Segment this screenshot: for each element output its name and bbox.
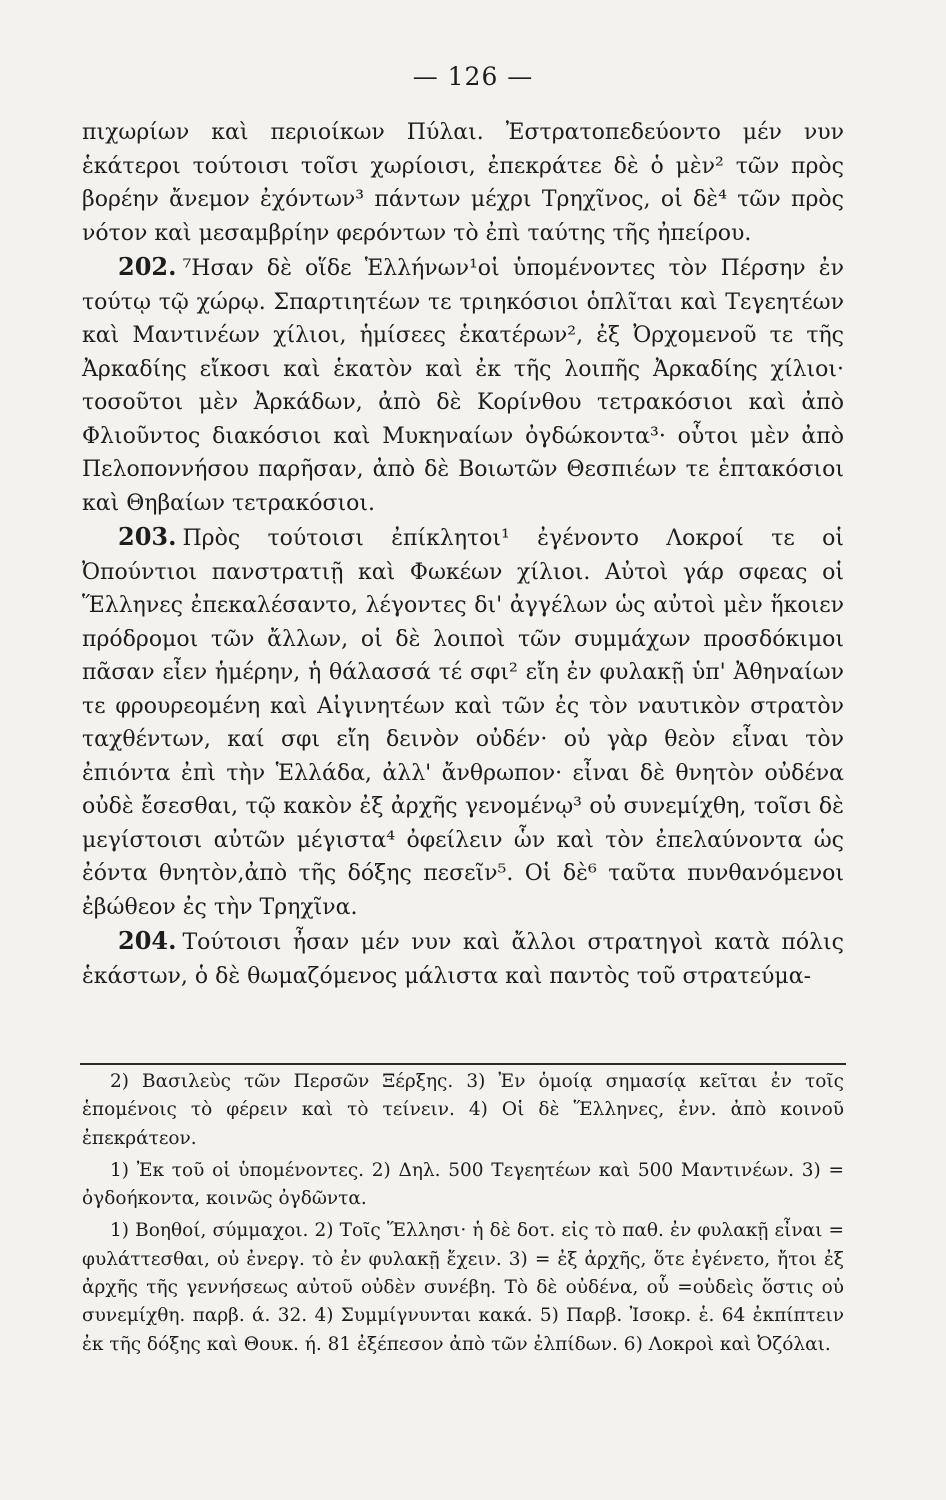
paragraph-text: ⁷Ησαν δὲ οἵδε Ἑλλήνων¹οἱ ὑπομένοντες τὸν Πέρσην ἐν τούτῳ τῷ χώρῳ. Σπαρτιητέων τε τριηκόσιοι ὁπλῖται καὶ Τεγεητέων καὶ Μαντινέων χίλιοι, ἡμίσεες ἑκατέρων², ἐξ Ὀρχομενοῦ τε τῆς Ἀρκαδίης εἴκοσι καὶ ἑκατὸν καὶ ἐκ τῆς λοιπῆς Ἀρκαδίης χίλιοι· τοσοῦτοι μὲν Ἀρκάδων, ἀπὸ δὲ Κορίνθου τετρακόσιοι καὶ ἀπὸ Φλιοῦντος διακόσιοι καὶ Μυκηναίων ὀγδώκοντα³· οὗτοι μὲν ἀπὸ Πελοποννήσου παρῆσαν, ἀπὸ δὲ Βοιωτῶν Θεσπιέων τε ἑπτακόσιοι καὶ Θηβαίων τετρακόσιοι. [82,256,844,516]
paragraph-203 [82,520,844,924]
paragraph-text: Πρὸς τούτοισι ἐπίκλητοι¹ ἐγένοντο Λοκροί τε οἱ Ὀπούντιοι πανστρατιῇ καὶ Φωκέων χίλιοι. Αὐτοὶ γάρ σφεας οἱ Ἕλληνες ἐπεκαλέσαντο, λέγοντες δι' ἀγγέλων ὡς αὐτοὶ μὲν ἥκοιεν πρόδρομοι τῶν ἄλλων, οἱ δὲ λοιποὶ τῶν συμμάχων προσδόκιμοι πᾶσαν εἶεν ἡμέρην, ἡ θάλασσά τέ σφι² εἴη ἐν φυλακῇ ὑπ' Ἀθηναίων τε φρουρεομένη καὶ Αἰγινητέων καὶ τῶν ἐς τὸν ναυτικὸν στρατὸν ταχθέντων, καί σφι εἴη δεινὸν οὐδέν· οὐ γὰρ θεὸν εἶναι τὸν ἐπιόντα ἐπὶ τὴν Ἑλλάδα, ἀλλ' ἄνθρωπον· εἶναι δὲ θνητὸν οὐδένα οὐδὲ ἔσεσθαι, τῷ κακὸν ἐξ ἀρχῆς γενομένῳ³ οὐ συνεμίχθη, τοῖσι δὲ μεγίστοισι αὐτῶν μέγιστα⁴ ὀφείλειν ὧν καὶ τὸν ἐπελαύνοντα ὡς ἐόντα θνητὸν,ἀπὸ τῆς δόξης πεσεῖν⁵. Οἱ δὲ⁶ ταῦτα πυνθανόμενοι ἐβώθεον ἐς τὴν Τρηχῖνα. [82,526,844,920]
footnote-group: 1) Βοηθοί, σύμμαχοι. 2) Τοῖς Ἕλλησι· ἡ δὲ δοτ. εἰς τὸ παθ. ἐν φυλακῇ εἶναι = φυλάττεσθαι, οὐ ἐνεργ. τὸ ἐν φυλακῇ ἔχειν. 3) = ἐξ ἀρχῆς, ὅτε ἐγένετο, ἤτοι ἐξ ἀρχῆς τῆς γεννήσεως αὐτοῦ οὐδὲν συνέβη. Τὸ δὲ οὐδένα, οὗ =οὐδεὶς ὅστις οὐ συνεμίχθη. παρβ. ά. 32. 4) Συμμίγνυνται κακά. 5) Παρβ. Ἰσοκρ. ἑ. 64 ἐκπίπτειν ἐκ τῆς δόξης καὶ Θουκ. ή. 81 ἐξέπεσον ἀπὸ τῶν ἐλπίδων. 6) Λοκροὶ καὶ Ὀζόλαι. [82,1220,844,1355]
section-number: 203. [118,522,177,551]
section-number: 202. [118,252,177,281]
main-text [82,116,844,993]
paragraph-text: πιχωρίων καὶ περιοίκων Πύλαι. Ἐστρατοπεδεύοντο μέν νυν ἑκάτεροι τούτοισι τοῖσι χωρίοισι, ἐπεκράτεε δὲ ὁ μὲν² τῶν πρὸς βορέην ἄνεμον ἐχόντων³ πάντων μέχρι Τρηχῖνος, οἱ δὲ⁴ τῶν πρὸς νότον καὶ μεσαμβρίην φερόντων τὸ ἐπὶ ταύτης τῆς ἠπείρου. [82,120,844,246]
footnote-group: 2) Βασιλεὺς τῶν Περσῶν Ξέρξης. 3) Ἐν ὁμοίᾳ σημασίᾳ κεῖται ἐν τοῖς ἑπομένοις τὸ φέρειν καὶ τὸ τείνειν. 4) Οἱ δὲ Ἕλληνες, ἐνν. ἀπὸ κοινοῦ ἐπεκράτεον. [82,1071,844,1149]
footnote-group: 1) Ἐκ τοῦ οἱ ὑπομένοντες. 2) Δηλ. 500 Τεγεητέων καὶ 500 Μαντινέων. 3) = ὀγδοήκοντα, κοινῶς ὀγδῶντα. [82,1159,844,1210]
footnote-divider [80,1063,846,1065]
footnotes [82,1068,844,1363]
paragraph-intro [82,116,844,250]
section-number: 204. [118,926,177,955]
paragraph-text: Τούτοισι ἦσαν μέν νυν καὶ ἄλλοι στρατηγοὶ κατὰ πόλις ἑκάστων, ὁ δὲ θωμαζόμενος μάλιστα καὶ παντὸς τοῦ στρατεύμα- [82,930,844,989]
paragraph-202 [82,250,844,520]
page-number: — 126 — [412,62,534,91]
paragraph-204 [82,924,844,993]
